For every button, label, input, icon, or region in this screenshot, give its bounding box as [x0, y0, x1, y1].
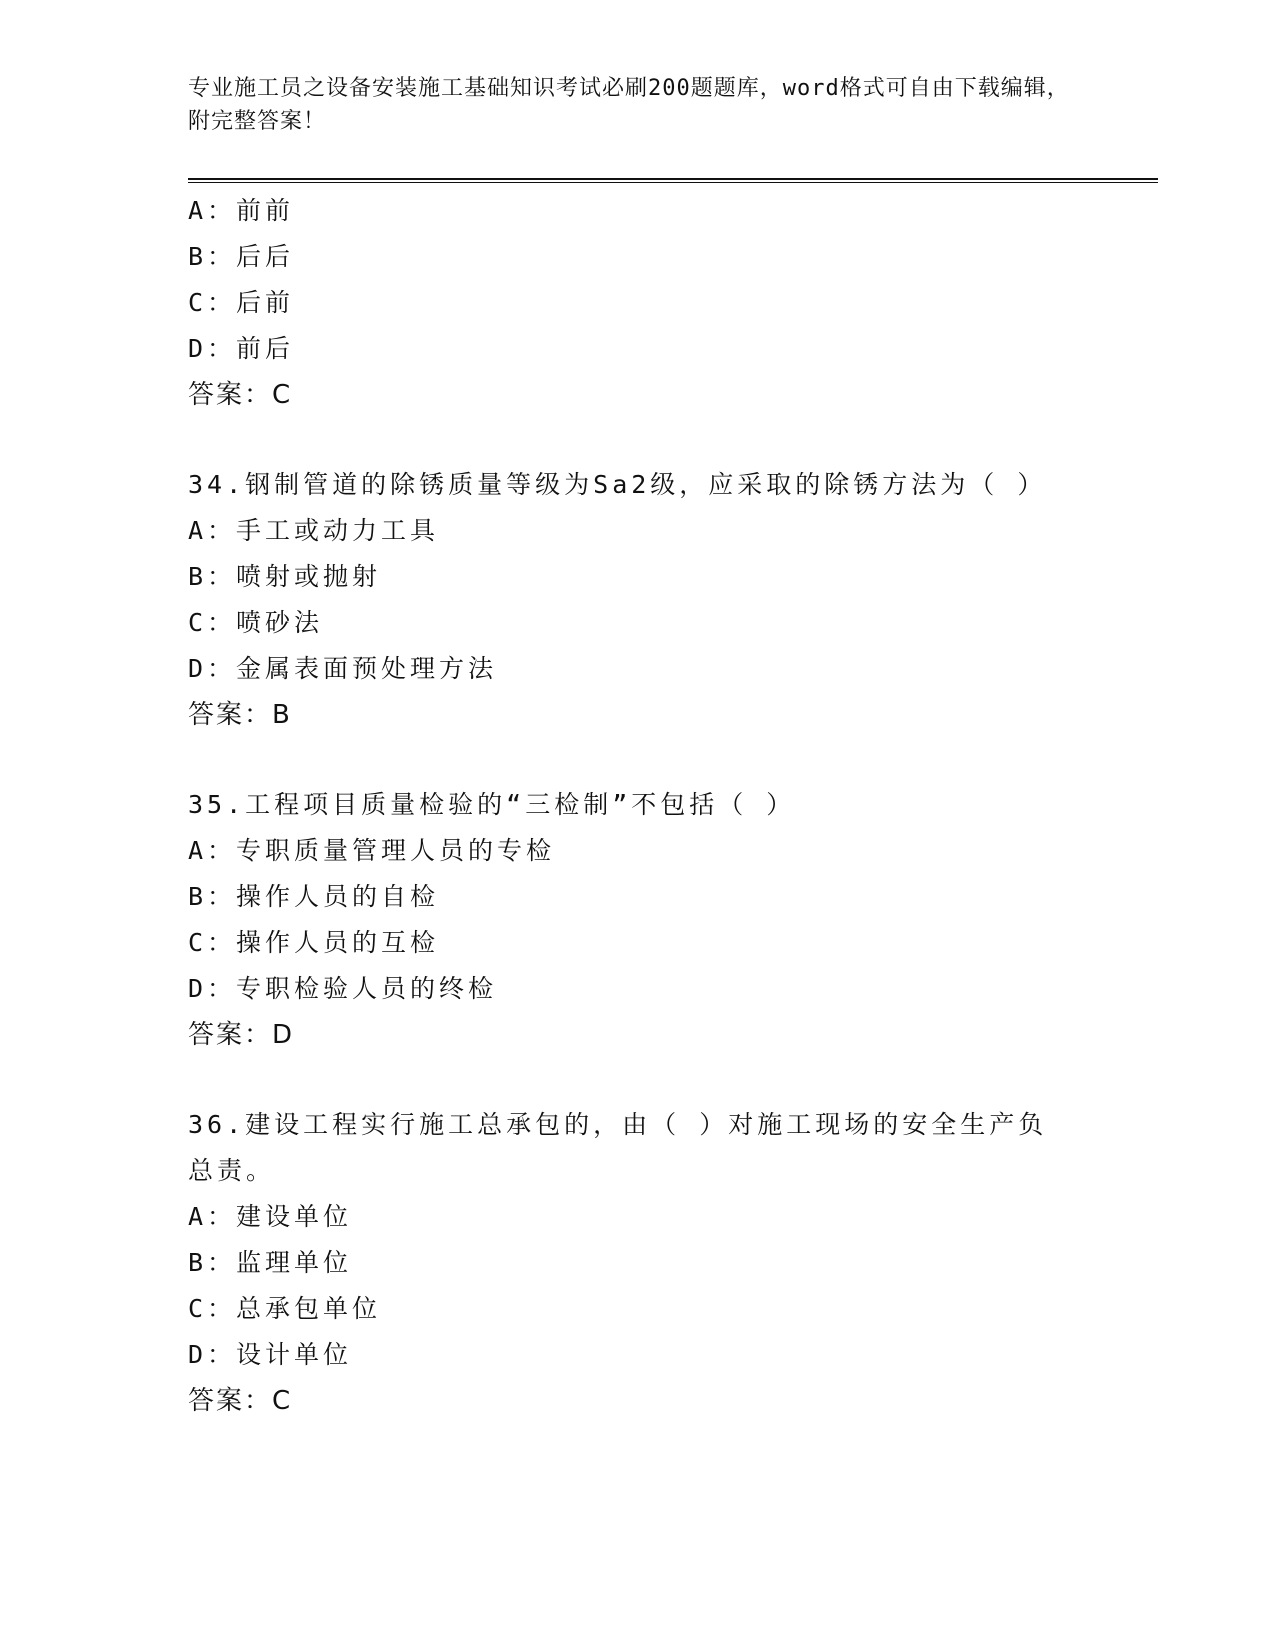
option-d: D：金属表面预处理方法	[188, 654, 498, 683]
option-c: C：后前	[188, 288, 295, 317]
question-block-36	[188, 1102, 1158, 1424]
answer-line: 答案：C	[188, 380, 293, 410]
option-d: D：设计单位	[188, 1340, 353, 1369]
question-text: 35.工程项目质量检验的“三检制”不包括（ ）	[188, 790, 796, 819]
question-block-34	[188, 462, 1158, 738]
option-a: A：手工或动力工具	[188, 516, 440, 545]
question-list	[188, 188, 1158, 1424]
option-b: B：后后	[188, 242, 295, 271]
question-text: 36.建设工程实行施工总承包的，由（ ）对施工现场的安全生产负总责。	[188, 1110, 1048, 1185]
option-c: C：操作人员的互检	[188, 928, 440, 957]
option-d: D：专职检验人员的终检	[188, 974, 498, 1003]
question-block-35	[188, 782, 1158, 1058]
option-b: B：监理单位	[188, 1248, 353, 1277]
option-c: C：总承包单位	[188, 1294, 382, 1323]
header-divider	[188, 178, 1158, 183]
option-c: C：喷砂法	[188, 608, 324, 637]
option-b: B：喷射或抛射	[188, 562, 382, 591]
answer-line: 答案：D	[188, 1020, 295, 1050]
document-header: 专业施工员之设备安装施工基础知识考试必刷200题题库，word格式可自由下载编辑，附完整答案！	[188, 76, 1070, 134]
answer-line: 答案：B	[188, 700, 292, 730]
option-a: A：前前	[188, 196, 295, 225]
option-d: D：前后	[188, 334, 295, 363]
question-text: 34.钢制管道的除锈质量等级为Sa2级，应采取的除锈方法为（ ）	[188, 470, 1047, 499]
option-a: A：专职质量管理人员的专检	[188, 836, 556, 865]
option-a: A：建设单位	[188, 1202, 353, 1231]
question-block-33	[188, 188, 1158, 418]
option-b: B：操作人员的自检	[188, 882, 440, 911]
answer-line: 答案：C	[188, 1386, 293, 1416]
